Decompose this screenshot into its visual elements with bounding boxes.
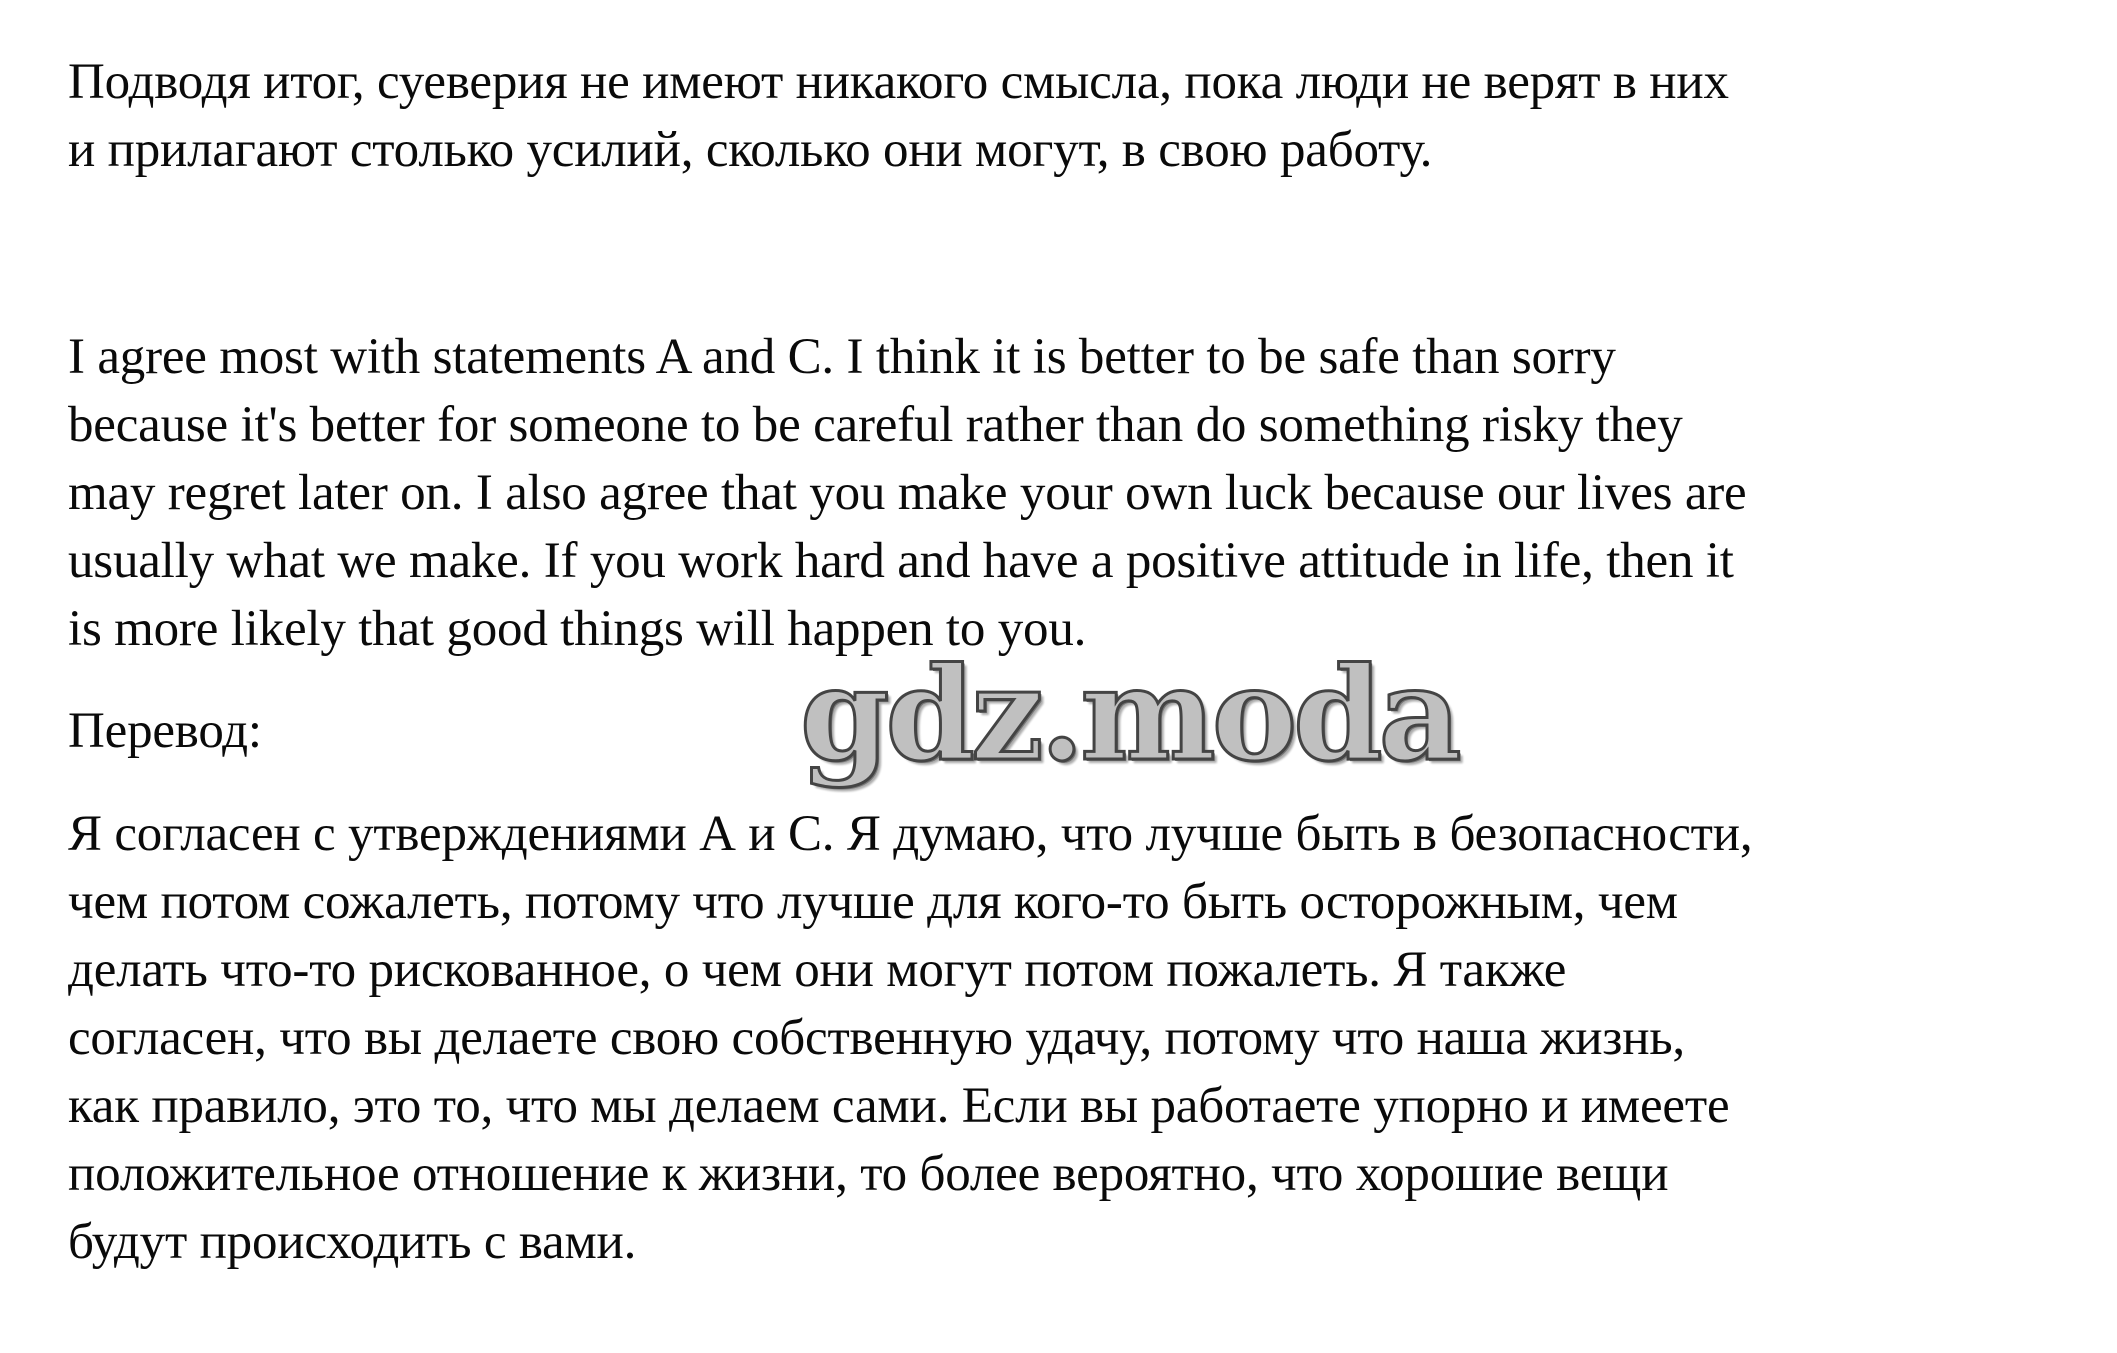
answer-paragraph xyxy=(68,323,2068,663)
text-line: и прилагают столько усилий, сколько они могут, в свою работу. xyxy=(68,122,1433,178)
text-line: Перевод: xyxy=(68,703,262,759)
text-line: Я согласен с утверждениями А и С. Я думаю, что лучше быть в безопасности, xyxy=(68,806,1753,862)
text-line: usually what we make. If you work hard and have a positive attitude in life, then it xyxy=(68,533,1734,589)
text-line: because it's better for someone to be careful rather than do something risky they xyxy=(68,397,1683,453)
text-line: положительное отношение к жизни, то более вероятно, что хорошие вещи xyxy=(68,1146,1669,1202)
summary-paragraph xyxy=(68,48,2068,184)
text-line: как правило, это то, что мы делаем сами. Если вы работаете упорно и имеете xyxy=(68,1078,1730,1134)
text-line: делать что-то рискованное, о чем они могут потом пожалеть. Я также xyxy=(68,942,1567,998)
text-line: согласен, что вы делаете свою собственную удачу, потому что наша жизнь, xyxy=(68,1010,1685,1066)
text-line: may regret later on. I also agree that you make your own luck because our lives are xyxy=(68,465,1747,521)
text-line: будут происходить с вами. xyxy=(68,1214,637,1270)
translation-paragraph xyxy=(68,800,2068,1276)
text-line: is more likely that good things will happen to you. xyxy=(68,601,1087,657)
watermark-logo: gdz.moda xyxy=(800,640,1458,790)
text-line: чем потом сожалеть, потому что лучше для кого-то быть осторожным, чем xyxy=(68,874,1678,930)
text-line: I agree most with statements A and C. I think it is better to be safe than sorry xyxy=(68,329,1616,385)
text-line: Подводя итог, суеверия не имеют никакого смысла, пока люди не верят в них xyxy=(68,54,1729,110)
